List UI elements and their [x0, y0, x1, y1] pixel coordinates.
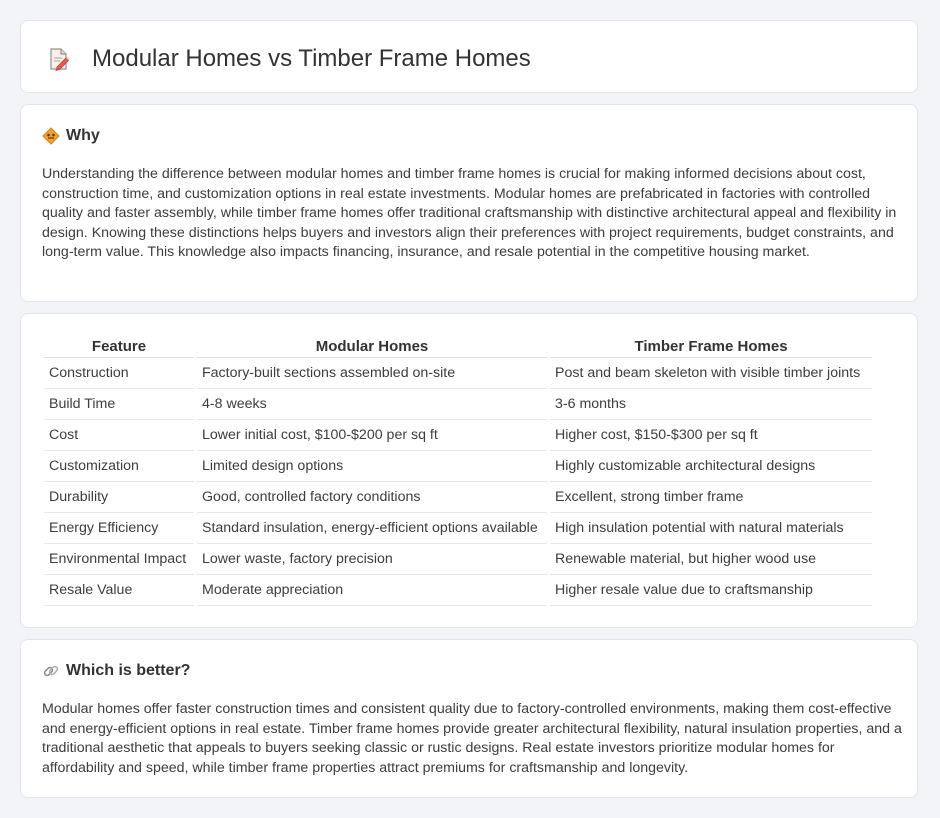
- table-row: [44, 575, 872, 606]
- table-row: [44, 513, 872, 544]
- better-heading: Which is better?: [66, 662, 191, 679]
- feature-cell: Environmental Impact: [44, 544, 194, 575]
- table-row: [44, 420, 872, 451]
- timber-cell: Post and beam skeleton with visible timber joints: [550, 358, 872, 389]
- feature-cell: Durability: [44, 482, 194, 513]
- timber-cell: Renewable material, but higher wood use: [550, 544, 872, 575]
- link-icon: [42, 662, 60, 680]
- better-heading-row: [42, 660, 190, 682]
- table-row: [44, 358, 872, 389]
- timber-cell: High insulation potential with natural materials: [550, 513, 872, 544]
- better-text: Modular homes offer faster construction times and consistent quality due to factory-controlled environments, making them cost-effective and energy-efficient options in real estate. Timber frame homes provide greater architectural flexibility, natural insulation properties, and a traditional aesthetic that appeals to buyers seeking classic or rustic designs. Real estate investors prioritize modular homes for affordability and speed, while timber frame properties attract premiums for craftsmanship and longevity.: [42, 701, 902, 776]
- feature-cell: Build Time: [44, 389, 194, 420]
- page-title: Modular Homes vs Timber Frame Homes: [92, 45, 531, 72]
- timber-cell: Higher resale value due to craftsmanship: [550, 575, 872, 606]
- document-pencil-icon: [48, 47, 70, 71]
- why-heading: Why: [66, 127, 100, 144]
- feature-cell: Energy Efficiency: [44, 513, 194, 544]
- feature-cell: Resale Value: [44, 575, 194, 606]
- modular-cell: Lower initial cost, $100-$200 per sq ft: [197, 420, 547, 451]
- why-section: [20, 104, 918, 302]
- table-row: [44, 451, 872, 482]
- modular-cell: 4-8 weeks: [197, 389, 547, 420]
- table-row: [44, 544, 872, 575]
- modular-cell: Good, controlled factory conditions: [197, 482, 547, 513]
- header-feature: Feature: [44, 335, 194, 358]
- header-timber-frame-homes: Timber Frame Homes: [550, 335, 872, 358]
- diamond-road-sign-icon: [42, 127, 60, 145]
- table-row: [44, 482, 872, 513]
- modular-cell: Moderate appreciation: [197, 575, 547, 606]
- comparison-table: [41, 335, 875, 606]
- table-header-row: [44, 335, 872, 358]
- header-modular-homes: Modular Homes: [197, 335, 547, 358]
- modular-cell: Standard insulation, energy-efficient options available: [197, 513, 547, 544]
- timber-cell: Highly customizable architectural designs: [550, 451, 872, 482]
- timber-cell: 3-6 months: [550, 389, 872, 420]
- feature-cell: Customization: [44, 451, 194, 482]
- which-is-better-section: [20, 639, 918, 798]
- modular-cell: Lower waste, factory precision: [197, 544, 547, 575]
- comparison-section: [20, 313, 918, 628]
- why-text: Understanding the difference between modular homes and timber frame homes is crucial for making informed decisions about cost, construction time, and customization options in real estate investments. Modular homes are prefabricated in factories with controlled quality and faster assembly, while timber frame homes offer traditional craftsmanship with distinctive architectural appeal and flexibility in design. Knowing these distinctions helps buyers and investors align their preferences with project requirements, budget constraints, and long-term value. This knowledge also impacts financing, insurance, and resale potential in the competitive housing market.: [42, 166, 897, 260]
- timber-cell: Higher cost, $150-$300 per sq ft: [550, 420, 872, 451]
- modular-cell: Limited design options: [197, 451, 547, 482]
- feature-cell: Cost: [44, 420, 194, 451]
- modular-cell: Factory-built sections assembled on-site: [197, 358, 547, 389]
- table-row: [44, 389, 872, 420]
- feature-cell: Construction: [44, 358, 194, 389]
- timber-cell: Excellent, strong timber frame: [550, 482, 872, 513]
- title-card: [20, 20, 918, 93]
- why-heading-row: [42, 125, 100, 147]
